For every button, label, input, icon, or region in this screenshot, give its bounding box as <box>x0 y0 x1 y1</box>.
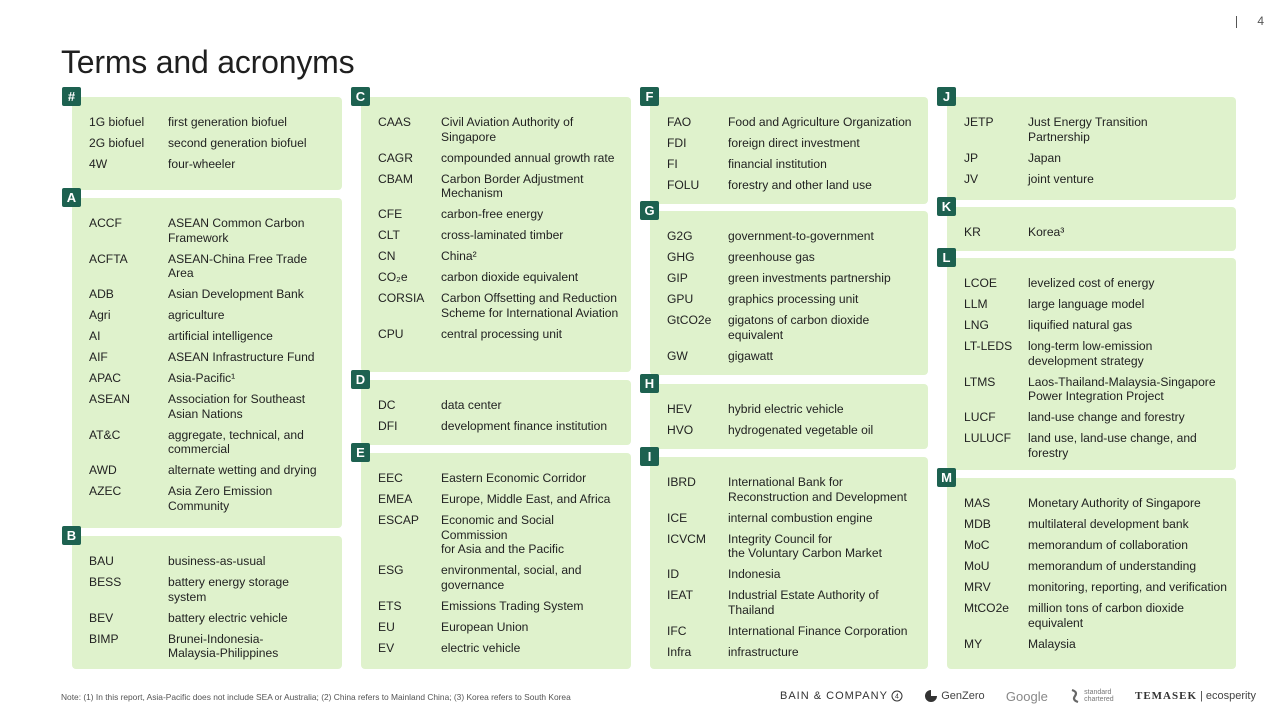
definition: gigawatt <box>728 348 774 363</box>
glossary-entry <box>667 115 922 130</box>
glossary-entry <box>667 349 922 364</box>
temasek-ecosperity-logo: TEMASEK | ecosperity <box>1134 690 1256 702</box>
definition: carbon-free energy <box>441 207 544 221</box>
glossary-entry <box>964 637 1230 652</box>
section-letter-badge: E <box>351 443 370 462</box>
acronym: AT&C <box>89 427 121 442</box>
glossary-entry <box>89 287 336 302</box>
acronym: AIF <box>89 350 108 364</box>
acronym: LLM <box>964 297 988 311</box>
glossary-section <box>67 89 342 190</box>
glossary-entry <box>667 475 922 504</box>
definition: data center <box>441 398 502 412</box>
acronym: IFC <box>667 623 687 638</box>
glossary-entry <box>667 567 922 582</box>
glossary-entry <box>964 538 1230 553</box>
acronym: AWD <box>89 463 117 477</box>
glossary-entry <box>378 398 625 413</box>
definition: International Finance Corporation <box>728 623 908 638</box>
glossary-entry <box>378 172 625 201</box>
definition: International Bank for Reconstruction and Development <box>728 475 907 504</box>
glossary-entry <box>89 392 336 421</box>
acronym: CPU <box>378 326 404 341</box>
acronym: DFI <box>378 419 398 433</box>
acronym: AI <box>89 329 101 343</box>
glossary-entry <box>378 249 625 264</box>
glossary-entry <box>89 329 336 344</box>
glossary-entry <box>667 588 922 617</box>
entry-list <box>89 115 336 178</box>
acronym: LCOE <box>964 276 997 290</box>
definition: long-term low-emission development strategy <box>1028 339 1153 368</box>
definition: European Union <box>441 619 529 634</box>
acronym: GHG <box>667 250 695 264</box>
acronym: JV <box>964 171 979 186</box>
acronym: ICVCM <box>667 531 706 546</box>
glossary-entry <box>964 601 1230 630</box>
glossary-entry <box>89 157 336 172</box>
definition: Just Energy Transition Partnership <box>1028 115 1148 144</box>
glossary-entry <box>89 554 336 569</box>
glossary-entry <box>378 492 625 507</box>
definition: green investments partnership <box>728 271 891 285</box>
acronym: MRV <box>964 580 991 594</box>
definition: Indonesia <box>728 567 781 581</box>
definition: internal combustion engine <box>728 510 873 525</box>
definition: second generation biofuel <box>168 136 307 150</box>
acronym: LUCF <box>964 410 996 424</box>
glossary-entry <box>667 313 922 342</box>
definition: ASEAN Common Carbon Framework <box>168 216 305 245</box>
definition: Asian Development Bank <box>168 287 304 301</box>
section-letter-badge: G <box>640 201 659 220</box>
bain-logo: BAIN & COMPANY 4 <box>780 690 903 702</box>
definition: cross-laminated timber <box>441 228 564 242</box>
glossary-entry <box>667 402 922 417</box>
section-letter-badge: C <box>351 87 370 106</box>
page-title: Terms and acronyms <box>61 44 355 80</box>
glossary-entry <box>667 229 922 244</box>
acronym: 4W <box>89 157 108 171</box>
acronym: EEC <box>378 471 403 485</box>
definition: gigatons of carbon dioxide equivalent <box>728 313 870 342</box>
definition: million tons of carbon dioxide equivalent <box>1028 601 1184 630</box>
glossary-entry <box>964 115 1230 144</box>
definition: ASEAN Infrastructure Fund <box>168 350 315 364</box>
standard-chartered-logo: standard chartered <box>1069 688 1114 704</box>
acronym: CBAM <box>378 171 413 186</box>
acronym: EMEA <box>378 492 413 506</box>
definition: agriculture <box>168 308 225 322</box>
acronym: MtCO2e <box>964 601 1010 615</box>
acronym: GtCO2e <box>667 313 712 327</box>
definition: hybrid electric vehicle <box>728 402 844 416</box>
glossary-entry <box>667 532 922 561</box>
standard-chartered-icon <box>1069 688 1081 704</box>
entry-list <box>964 115 1230 193</box>
acronym: LT-LEDS <box>964 339 1013 353</box>
acronym: FAO <box>667 115 692 129</box>
section-letter-badge: K <box>937 197 956 216</box>
partner-logos <box>780 688 1256 704</box>
acronym: ADB <box>89 287 114 301</box>
section-letter-badge: J <box>937 87 956 106</box>
acronym: MoU <box>964 559 990 573</box>
definition: Association for Southeast Asian Nations <box>168 392 306 421</box>
section-letter-badge: # <box>62 87 81 106</box>
acronym: APAC <box>89 371 122 385</box>
definition: memorandum of understanding <box>1028 559 1197 573</box>
acronym: IEAT <box>667 588 693 602</box>
glossary-entry <box>964 151 1230 166</box>
acronym: 2G biofuel <box>89 136 145 150</box>
entry-list <box>964 276 1230 467</box>
glossary-entry <box>89 308 336 323</box>
definition: development finance institution <box>441 419 608 433</box>
acronym: ETS <box>378 598 402 613</box>
definition: battery energy storage system <box>168 575 290 604</box>
entry-list <box>667 229 922 370</box>
definition: graphics processing unit <box>728 292 859 306</box>
entry-list <box>667 115 922 199</box>
definition: Emissions Trading System <box>441 598 584 613</box>
glossary-section <box>355 372 631 445</box>
acronym: FDI <box>667 136 687 150</box>
acronym: CORSIA <box>378 291 425 305</box>
glossary-section <box>644 203 928 375</box>
acronym: HVO <box>667 423 694 437</box>
acronym: HEV <box>667 402 692 416</box>
acronym: MY <box>964 636 983 651</box>
definition: foreign direct investment <box>728 136 860 150</box>
acronym: LTMS <box>964 374 996 389</box>
definition: battery electric vehicle <box>168 610 288 625</box>
acronym: ESCAP <box>378 513 419 527</box>
glossary-entry <box>378 228 625 243</box>
definition: Civil Aviation Authority of Singapore <box>441 115 574 144</box>
entry-list <box>378 471 625 662</box>
glossary-section <box>647 449 928 669</box>
glossary-entry <box>378 270 625 285</box>
definition: hydrogenated vegetable oil <box>728 423 874 437</box>
acronym: G2G <box>667 229 693 243</box>
glossary-entry <box>378 620 625 635</box>
genzero-icon <box>924 689 938 703</box>
glossary-entry <box>667 250 922 265</box>
glossary-entry <box>89 216 336 245</box>
definition: Europe, Middle East, and Africa <box>441 492 611 506</box>
svg-text:4: 4 <box>894 693 899 701</box>
acronym: GPU <box>667 292 694 306</box>
entry-list <box>667 402 922 444</box>
glossary-entry <box>964 517 1230 532</box>
glossary-entry <box>964 496 1230 511</box>
glossary-entry <box>964 225 1230 240</box>
glossary-entry <box>964 318 1230 333</box>
acronym: EV <box>378 640 395 655</box>
bain-circle-icon <box>891 690 903 702</box>
entry-list <box>964 225 1230 246</box>
glossary-entry <box>667 292 922 307</box>
glossary-entry <box>378 513 625 557</box>
definition: aggregate, technical, and commercial <box>168 427 304 456</box>
entry-list <box>667 475 922 666</box>
acronym: MoC <box>964 538 990 552</box>
definition: monitoring, reporting, and verification <box>1028 580 1227 594</box>
glossary-entry <box>667 157 922 172</box>
definition: first generation biofuel <box>168 115 287 129</box>
section-letter-badge: D <box>351 370 370 389</box>
glossary-entry <box>667 271 922 286</box>
glossary-section <box>644 376 928 449</box>
glossary-entry <box>964 172 1230 187</box>
definition: electric vehicle <box>441 640 521 655</box>
acronym: CAGR <box>378 150 413 165</box>
glossary-entry <box>89 484 336 513</box>
glossary-section <box>941 199 1236 251</box>
definition: Economic and Social Commission for Asia and the Pacific <box>441 513 565 556</box>
acronym: ACFTA <box>89 251 128 266</box>
glossary-entry <box>964 297 1230 312</box>
section-letter-badge: B <box>62 526 81 545</box>
glossary-entry <box>89 350 336 365</box>
glossary-entry <box>378 471 625 486</box>
acronym: BEV <box>89 610 114 625</box>
glossary-section <box>645 89 928 204</box>
acronym: GW <box>667 348 688 363</box>
acronym: ICE <box>667 510 688 525</box>
definition: alternate wetting and drying <box>168 463 317 477</box>
definition: Asia-Pacific¹ <box>168 371 236 385</box>
definition: infrastructure <box>728 644 799 659</box>
glossary-entry <box>378 419 625 434</box>
glossary-entry <box>378 207 625 222</box>
glossary-entry <box>667 423 922 438</box>
acronym: FOLU <box>667 178 700 192</box>
definition: Korea³ <box>1028 225 1065 239</box>
glossary-entry <box>667 511 922 526</box>
acronym: 1G biofuel <box>89 115 145 129</box>
definition: Asia Zero Emission Community <box>168 484 273 513</box>
glossary-section <box>66 190 342 528</box>
definition: joint venture <box>1028 171 1094 186</box>
definition: greenhouse gas <box>728 250 815 264</box>
definition: carbon dioxide equivalent <box>441 270 579 284</box>
acronym: MDB <box>964 517 991 531</box>
definition: Malaysia <box>1028 636 1076 651</box>
glossary-entry <box>89 371 336 386</box>
glossary-entry <box>667 178 922 193</box>
acronym: JETP <box>964 115 994 129</box>
definition: Eastern Economic Corridor <box>441 471 587 485</box>
acronym: AZEC <box>89 484 122 498</box>
glossary-entry <box>89 252 336 281</box>
glossary-entry <box>378 327 625 342</box>
glossary-entry <box>378 151 625 166</box>
definition: liquified natural gas <box>1028 318 1133 332</box>
acronym: LNG <box>964 318 989 332</box>
entry-list <box>964 496 1230 658</box>
acronym: BAU <box>89 554 114 568</box>
acronym: BIMP <box>89 631 119 646</box>
definition: Food and Agriculture Organization <box>728 115 912 129</box>
acronym: FI <box>667 157 678 171</box>
acronym: Agri <box>89 308 111 322</box>
section-letter-badge: I <box>640 447 659 466</box>
genzero-logo: GenZero <box>924 689 984 703</box>
acronym: ID <box>667 567 680 581</box>
acronym: Infra <box>667 644 692 659</box>
glossary-entry <box>964 410 1230 425</box>
acronym: JP <box>964 150 979 165</box>
acronym: GIP <box>667 271 688 285</box>
acronym: CAAS <box>378 115 411 129</box>
glossary-section <box>941 470 1236 669</box>
definition: levelized cost of energy <box>1028 276 1155 290</box>
glossary-entry <box>964 375 1230 404</box>
section-letter-badge: H <box>640 374 659 393</box>
glossary-entry <box>378 599 625 614</box>
glossary-entry <box>89 611 336 626</box>
glossary-entry <box>89 428 336 457</box>
glossary-section <box>66 528 342 669</box>
definition: land use, land-use change, and forestry <box>1028 431 1197 460</box>
acronym: DC <box>378 398 396 412</box>
acronym: CFE <box>378 207 403 221</box>
acronym: ESG <box>378 563 404 577</box>
definition: Brunei-Indonesia- Malaysia-Philippines <box>168 631 279 660</box>
glossary-entry <box>378 115 625 144</box>
definition: environmental, social, and governance <box>441 563 582 592</box>
glossary-entry <box>667 136 922 151</box>
acronym: KR <box>964 225 981 239</box>
page-number: 4 <box>1236 14 1264 28</box>
glossary-section <box>942 250 1236 470</box>
glossary-entry <box>378 563 625 592</box>
entry-list <box>89 554 336 667</box>
definition: multilateral development bank <box>1028 517 1189 531</box>
section-letter-badge: M <box>937 468 956 487</box>
glossary-entry <box>964 431 1230 460</box>
glossary-entry <box>964 559 1230 574</box>
glossary-entry <box>378 291 625 320</box>
definition: artificial intelligence <box>168 329 273 343</box>
glossary-entry <box>89 463 336 478</box>
definition: Japan <box>1028 150 1061 165</box>
acronym: LULUCF <box>964 431 1012 445</box>
google-logo: Google <box>1005 688 1048 704</box>
section-letter-badge: F <box>640 87 659 106</box>
glossary-section <box>942 89 1236 200</box>
section-letter-badge: L <box>937 248 956 267</box>
definition: Carbon Border Adjustment Mechanism <box>441 171 584 200</box>
definition: central processing unit <box>441 326 563 341</box>
footer-note: Note: (1) In this report, Asia-Pacific does not include SEA or Australia; (2) China refers to Mainland China; (3) Korea refers to South Korea <box>61 692 571 702</box>
definition: compounded annual growth rate <box>441 150 615 165</box>
acronym: CLT <box>378 228 400 242</box>
entry-list <box>89 216 336 520</box>
definition: China² <box>441 249 477 263</box>
definition: memorandum of collaboration <box>1028 538 1188 552</box>
acronym: ASEAN <box>89 392 130 406</box>
definition: forestry and other land use <box>728 178 872 192</box>
definition: four-wheeler <box>168 157 236 171</box>
definition: Industrial Estate Authority of Thailand <box>728 588 879 617</box>
acronym: ACCF <box>89 216 122 230</box>
acronym: MAS <box>964 496 991 510</box>
acronym: EU <box>378 619 395 634</box>
glossary-entry <box>964 339 1230 368</box>
glossary-entry <box>89 136 336 151</box>
definition: government-to-government <box>728 229 874 243</box>
definition: financial institution <box>728 157 827 171</box>
acronym: CO₂e <box>378 270 408 284</box>
glossary-entry <box>89 632 336 661</box>
glossary-section <box>356 445 631 669</box>
acronym: BESS <box>89 575 122 589</box>
entry-list <box>378 115 625 348</box>
acronym: IBRD <box>667 475 696 489</box>
glossary-entry <box>378 641 625 656</box>
glossary-entry <box>667 624 922 639</box>
definition: Carbon Offsetting and Reduction Scheme for International Aviation <box>441 291 619 320</box>
glossary-section <box>355 89 631 372</box>
definition: land-use change and forestry <box>1028 410 1185 424</box>
glossary-entry <box>964 580 1230 595</box>
entry-list <box>378 398 625 440</box>
section-letter-badge: A <box>62 188 81 207</box>
acronym: CN <box>378 249 396 263</box>
definition: large language model <box>1028 297 1145 311</box>
glossary-entry <box>89 115 336 130</box>
definition: business-as-usual <box>168 554 266 568</box>
glossary-entry <box>964 276 1230 291</box>
glossary-entry <box>667 645 922 660</box>
definition: Monetary Authority of Singapore <box>1028 496 1201 510</box>
definition: Integrity Council for the Voluntary Carbon Market <box>728 531 882 560</box>
definition: ASEAN-China Free Trade Area <box>168 251 308 280</box>
definition: Laos-Thailand-Malaysia-Singapore Power Integration Project <box>1028 374 1216 403</box>
glossary-entry <box>89 575 336 604</box>
